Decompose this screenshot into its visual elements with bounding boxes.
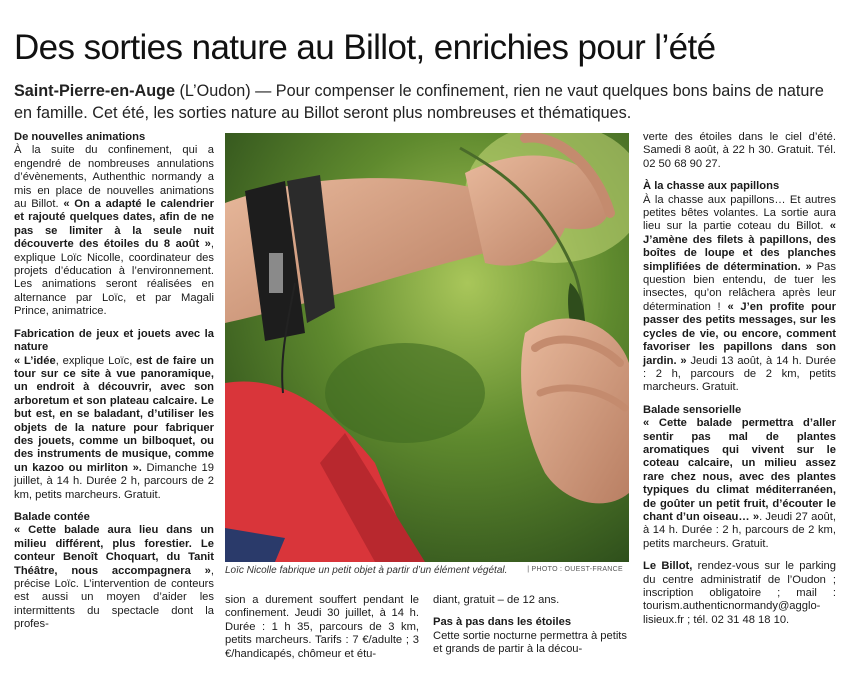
paragraph: « Cette balade permettra d’aller sentir pas mal de plantes aromatiques qui vivent sur le coteau calcaire, un milieu assez rare chez nous, avec des plantes typiques du climat méditerranéen, de goûter un petit fruit, d’écouter le chant d’un oiseau… ». Jeudi 27 août, à 14 h. Durée : 2 h, parcours de 2 km, petits marcheurs. Gratuit. [643,417,836,550]
paragraph: « Cette balade aura lieu dans un milieu différent, plus forestier. Le conteur Benoît Choquart, du Tanit Théâtre, nous accompagnera », précise Loïc. L’intervention de conteurs est aussi un moyen d’aider les intermittents du spectacle dont la profes- [14,524,214,631]
practical-info: Le Billot, rendez-vous sur le parking du centre administratif de l’Oudon ; inscription obligatoire ; mail : tourism.authenticnormandy@agglo-lisieux.fr ; tél. 02 31 48 18 10. [643,560,836,626]
paragraph: sion a durement souffert pendant le confinement. Jeudi 30 juillet, à 14 h. Durée : 1 h 35, parcours de 3 km, petits marcheurs. Tarifs : 7 €/adulte ; 3 €/handicapés, chômeur et étu- [225,594,419,660]
subheading-etoiles: Pas à pas dans les étoiles [433,616,572,629]
subheading-balade-contee: Balade contée [14,510,90,523]
paragraph: À la chasse aux papillons… Et autres petites bêtes volantes. La sortie aura lieu sur la partie coteau du Billot. « J’amène des filets à papillons, des boîtes de loupe et des planches simplifiées de détermination. » Pas question bien entendu, de tuer les insectes, qu’on relâchera après leur détermination ! « J’en profite pour passer des petits messages, sur les cycles de vie, ou encore, comment favoriser les papillons dans son jardin. » Jeudi 13 août, à 14 h. Durée : 2 h, parcours de 2 km, petits marcheurs. Gratuit. [643,193,837,394]
article-photo [225,133,629,562]
subheading-balade-sensorielle: Balade sensorielle [643,403,742,416]
subheading-jeux: Fabrication de jeux et jouets avec la nature [14,327,214,354]
column-1 [14,131,214,632]
article-headline: Des sorties nature au Billot, enrichies pour l’été [14,28,716,67]
paragraph: diant, gratuit – de 12 ans. [433,594,560,606]
paragraph: Cette sortie nocturne permettra à petits et grands de partir à la décou- [433,629,628,656]
subheading-animations: De nouvelles animations [14,131,146,143]
location-sub: (L’Oudon) [179,82,251,100]
column-4 [643,131,836,627]
location-label: Saint-Pierre-en-Auge [14,82,176,100]
paragraph: À la suite du confinement, qui a engendré de nombreuses annulations d’évènements, Authenthic normandy a mis en place de nouvelles animations au Billot. « On a adapté le calendrier et rajouté quelques dates, afin de ne pas se limiter à la seule nuit découverte des étoiles du 8 août », explique Loïc Nicolle, coordinateur des projets d’éducation à l’environnement. Les animations seront réalisées en alternance par Loïc, et par Magali Prince, animatrice. [14,144,214,318]
standfirst [14,80,834,124]
paragraph: verte des étoiles dans le ciel d’été. Samedi 8 août, à 22 h 30. Gratuit. Tél. 02 50 68 90 27. [643,131,836,170]
photo-caption: Loïc Nicolle fabrique un petit objet à partir d’un élément végétal. | PHOTO : OUEST-FRANCE [225,565,623,576]
paragraph: « L’idée, explique Loïc, est de faire un tour sur ce site à vue panoramique, un endroit à découvrir, avec son arboretum et son plateau calcaire. Le but est, en se baladant, d’utiliser les objets de la nature pour fabriquer des jouets, comme un bilboquet, ou des instruments de musique, comme un kazoo ou mirliton ». Dimanche 19 juillet, à 14 h. Durée 2 h, parcours de 2 km, petits marcheurs. Gratuit. [14,354,214,501]
photo-credit: | PHOTO : OUEST-FRANCE [527,566,623,573]
column-2 [225,594,419,661]
standfirst-text: — Pour compenser le confinement, rien ne vaut quelques bons bains de nature en famille. Cet été, les sorties nature au Billot seront plus nombreuses et thématiques. [14,82,824,122]
column-3 [433,594,627,657]
subheading-papillons: À la chasse aux papillons [643,180,780,193]
